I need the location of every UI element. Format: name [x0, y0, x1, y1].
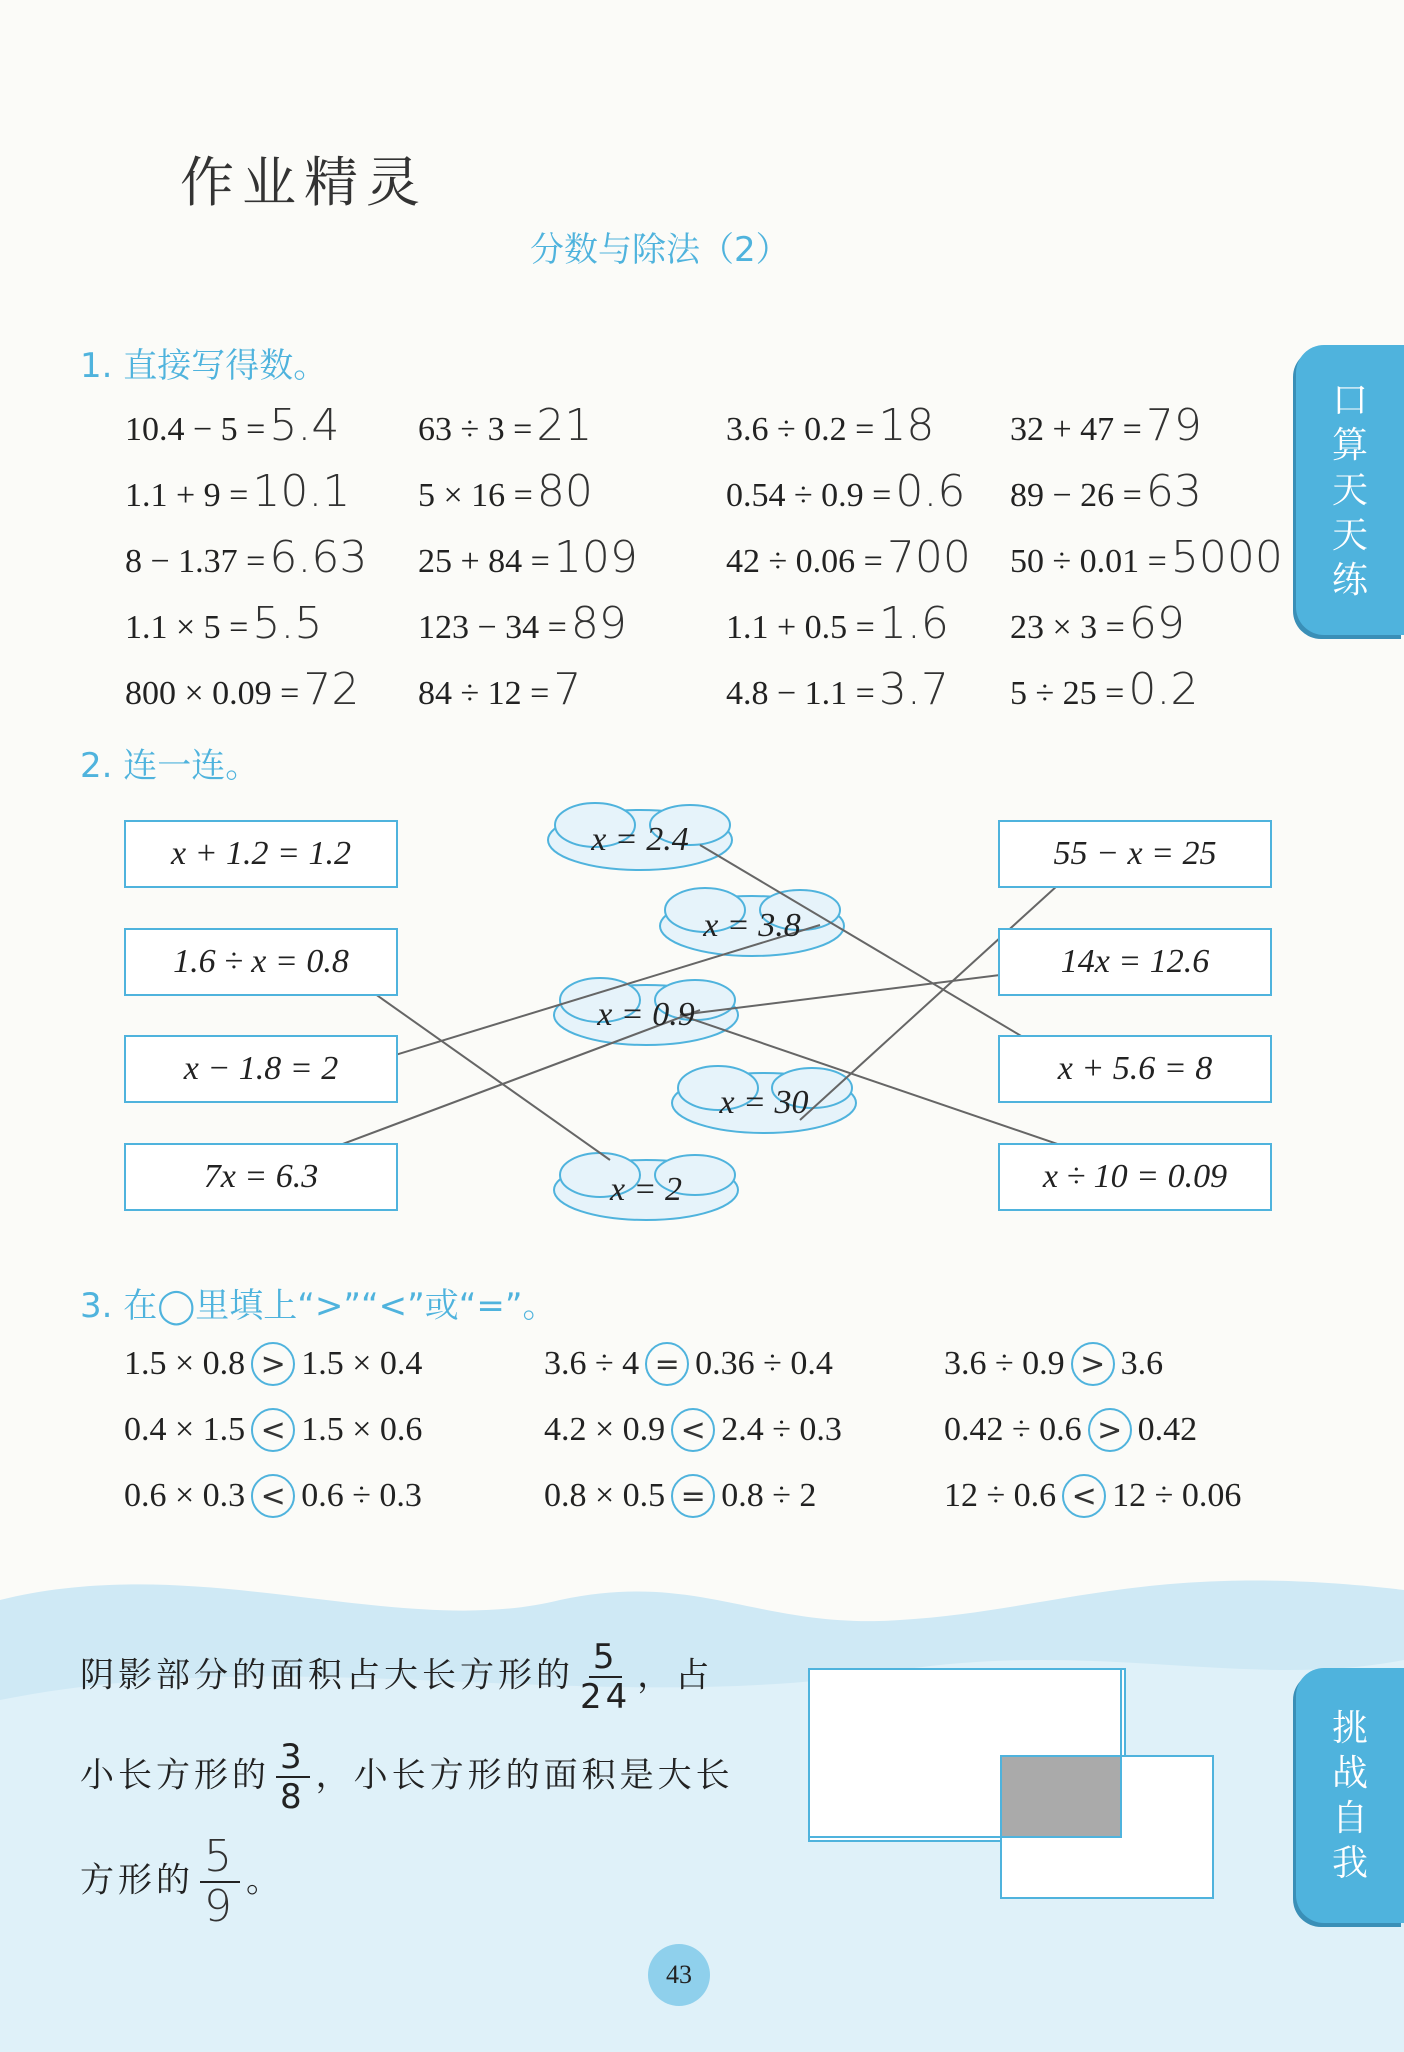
- q1-answer: 0.6: [895, 466, 966, 517]
- compare-item: [124, 1342, 422, 1386]
- compare-right: 1.5 × 0.6: [301, 1411, 423, 1448]
- q1-answer: 1.6: [878, 598, 949, 649]
- compare-symbol-circle: <: [251, 1474, 295, 1518]
- right-equation-box: x ÷ 10 = 0.09: [998, 1143, 1272, 1211]
- compare-symbol-circle: <: [1062, 1474, 1106, 1518]
- q3-heading: 3. 在◯里填上“>”“<”或“=”。: [80, 1286, 557, 1326]
- compare-right: 0.6 ÷ 0.3: [301, 1477, 422, 1514]
- left-equation-box: 7x = 6.3: [124, 1143, 398, 1211]
- tab-character: 练: [1331, 559, 1368, 601]
- right-equation-box: x + 5.6 = 8: [998, 1035, 1272, 1103]
- q1-expression: 1.1 × 5 =: [125, 609, 249, 646]
- challenge-text-5: 方形的: [80, 1860, 194, 1901]
- compare-symbol-circle: >: [251, 1342, 295, 1386]
- cloud-answer: x = 3.8: [703, 907, 801, 944]
- q1-answer: 69: [1128, 598, 1185, 649]
- compare-symbol-circle: =: [645, 1342, 689, 1386]
- q1-answer: 109: [553, 532, 638, 583]
- q1-answer: 5.5: [252, 598, 323, 649]
- compare-item: [544, 1408, 842, 1452]
- right-equation-box: 55 − x = 25: [998, 820, 1272, 888]
- compare-item: [544, 1474, 816, 1518]
- challenge-line-1: [80, 1637, 714, 1717]
- compare-left: 4.2 × 0.9: [544, 1411, 666, 1448]
- compare-left: 12 ÷ 0.6: [944, 1477, 1057, 1514]
- cloud-answer: x = 0.9: [597, 996, 695, 1033]
- left-equation-box: x − 1.8 = 2: [124, 1035, 398, 1103]
- handwritten-title: 作业精灵: [180, 151, 428, 214]
- compare-right: 0.42: [1137, 1411, 1198, 1448]
- compare-item: [124, 1408, 422, 1452]
- fraction-answer: [200, 1831, 240, 1932]
- compare-item: [544, 1342, 833, 1386]
- q1-expression: 50 ÷ 0.01 =: [1010, 543, 1167, 580]
- q1-expression: 25 + 84 =: [418, 543, 550, 580]
- q1-answer: 0.2: [1128, 664, 1199, 715]
- fraction-denominator: 9: [204, 1881, 236, 1932]
- q1-expression: 5 × 16 =: [418, 477, 533, 514]
- q1-answer: 10.1: [252, 466, 351, 517]
- compare-right: 0.36 ÷ 0.4: [695, 1345, 833, 1382]
- q1-answer: 79: [1145, 400, 1202, 451]
- challenge-text-1: 阴影部分的面积占大长方形的: [80, 1655, 574, 1696]
- compare-item: [124, 1474, 422, 1518]
- page-number-badge: [648, 1944, 710, 2006]
- q1-answer: 6.63: [269, 532, 368, 583]
- compare-symbol-circle: <: [251, 1408, 295, 1452]
- q1-heading: 1. 直接写得数。: [80, 346, 328, 386]
- q1-expression: 5 ÷ 25 =: [1010, 675, 1125, 712]
- compare-right: 0.8 ÷ 2: [721, 1477, 817, 1514]
- compare-symbol-circle: =: [671, 1474, 715, 1518]
- q1-answer: 80: [536, 466, 593, 517]
- q1-expression: 123 − 34 =: [418, 609, 567, 646]
- compare-right: 2.4 ÷ 0.3: [721, 1411, 842, 1448]
- right-equation-box: 14x = 12.6: [998, 928, 1272, 996]
- q1-expression: 84 ÷ 12 =: [418, 675, 550, 712]
- q1-expression: 42 ÷ 0.06 =: [726, 543, 883, 580]
- fraction-numerator: 3: [276, 1740, 310, 1778]
- challenge-text-6: 。: [246, 1860, 284, 1901]
- q1-answer: 21: [536, 400, 593, 451]
- q1-expression: 63 ÷ 3 =: [418, 411, 533, 448]
- tab-character: 自: [1331, 1797, 1368, 1839]
- left-equation-box: x + 1.2 = 1.2: [124, 820, 398, 888]
- q2-heading: 2. 连一连。: [80, 746, 260, 786]
- challenge-text-2: ，占: [637, 1655, 714, 1696]
- q1-answer: 89: [570, 598, 627, 649]
- fraction-numerator: 5: [589, 1640, 623, 1678]
- section-title: 分数与除法（2）: [530, 230, 790, 270]
- compare-symbol-circle: >: [1088, 1408, 1132, 1452]
- tab-character: 挑: [1331, 1707, 1368, 1749]
- tab-character: 天: [1331, 469, 1368, 511]
- tab-character: 口: [1331, 379, 1368, 421]
- tab-character: 战: [1331, 1752, 1368, 1794]
- tab-challenge[interactable]: [1296, 1668, 1404, 1923]
- cloud-answer: x = 2.4: [591, 821, 689, 858]
- tab-character: 我: [1331, 1842, 1368, 1884]
- q1-answer: 7: [553, 664, 582, 715]
- compare-symbol-circle: <: [671, 1408, 715, 1452]
- q1-expression: 4.8 − 1.1 =: [726, 675, 875, 712]
- q1-answer: 3.7: [878, 664, 949, 715]
- compare-item: [944, 1342, 1163, 1386]
- q1-expression: 8 − 1.37 =: [125, 543, 266, 580]
- page-number: 43: [666, 1960, 692, 1989]
- fraction-numerator: 5: [200, 1835, 240, 1883]
- compare-item: [944, 1474, 1241, 1518]
- q1-expression: 800 × 0.09 =: [125, 675, 300, 712]
- tab-character: 算: [1331, 424, 1368, 466]
- compare-symbol-circle: >: [1071, 1342, 1115, 1386]
- q1-expression: 3.6 ÷ 0.2 =: [726, 411, 875, 448]
- q1-expression: 10.4 − 5 =: [125, 411, 266, 448]
- q1-answer: 18: [878, 400, 935, 451]
- cloud-answer: x = 2: [609, 1171, 683, 1208]
- compare-left: 1.5 × 0.8: [124, 1345, 246, 1382]
- q1-answer: 700: [886, 532, 971, 583]
- compare-item: [944, 1408, 1197, 1452]
- q1-expression: 0.54 ÷ 0.9 =: [726, 477, 892, 514]
- compare-right: 1.5 × 0.4: [301, 1345, 423, 1382]
- challenge-text-4: ，小长方形的面积是大长: [315, 1755, 734, 1796]
- challenge-line-2: [80, 1737, 734, 1817]
- left-equation-box: 1.6 ÷ x = 0.8: [124, 928, 398, 996]
- compare-left: 0.4 × 1.5: [124, 1411, 246, 1448]
- compare-left: 0.6 × 0.3: [124, 1477, 246, 1514]
- q1-answer: 72: [303, 664, 360, 715]
- q1-answer: 5000: [1170, 532, 1283, 583]
- fraction-5-24: [580, 1637, 632, 1717]
- q1-expression: 32 + 47 =: [1010, 411, 1142, 448]
- tab-character: 天: [1331, 514, 1368, 556]
- q1-answer: 63: [1145, 466, 1202, 517]
- q1-expression: 1.1 + 9 =: [125, 477, 249, 514]
- compare-left: 0.8 × 0.5: [544, 1477, 666, 1514]
- fraction-denominator: 8: [280, 1777, 306, 1817]
- q1-expression: 1.1 + 0.5 =: [726, 609, 875, 646]
- cloud-answer: x = 30: [719, 1084, 809, 1121]
- shaded-overlap: [1000, 1755, 1122, 1838]
- fraction-denominator: 24: [580, 1677, 632, 1717]
- fraction-3-8: [276, 1737, 310, 1817]
- q1-expression: 89 − 26 =: [1010, 477, 1142, 514]
- tab-daily-practice[interactable]: [1296, 345, 1404, 635]
- q1-expression: 23 × 3 =: [1010, 609, 1125, 646]
- challenge-text-3: 小长方形的: [80, 1755, 270, 1796]
- compare-left: 0.42 ÷ 0.6: [944, 1411, 1082, 1448]
- compare-right: 3.6: [1120, 1345, 1164, 1382]
- compare-left: 3.6 ÷ 4: [544, 1345, 640, 1382]
- q1-answer: 5.4: [269, 400, 340, 451]
- compare-left: 3.6 ÷ 0.9: [944, 1345, 1065, 1382]
- challenge-line-3: [80, 1831, 284, 1932]
- compare-right: 12 ÷ 0.06: [1112, 1477, 1242, 1514]
